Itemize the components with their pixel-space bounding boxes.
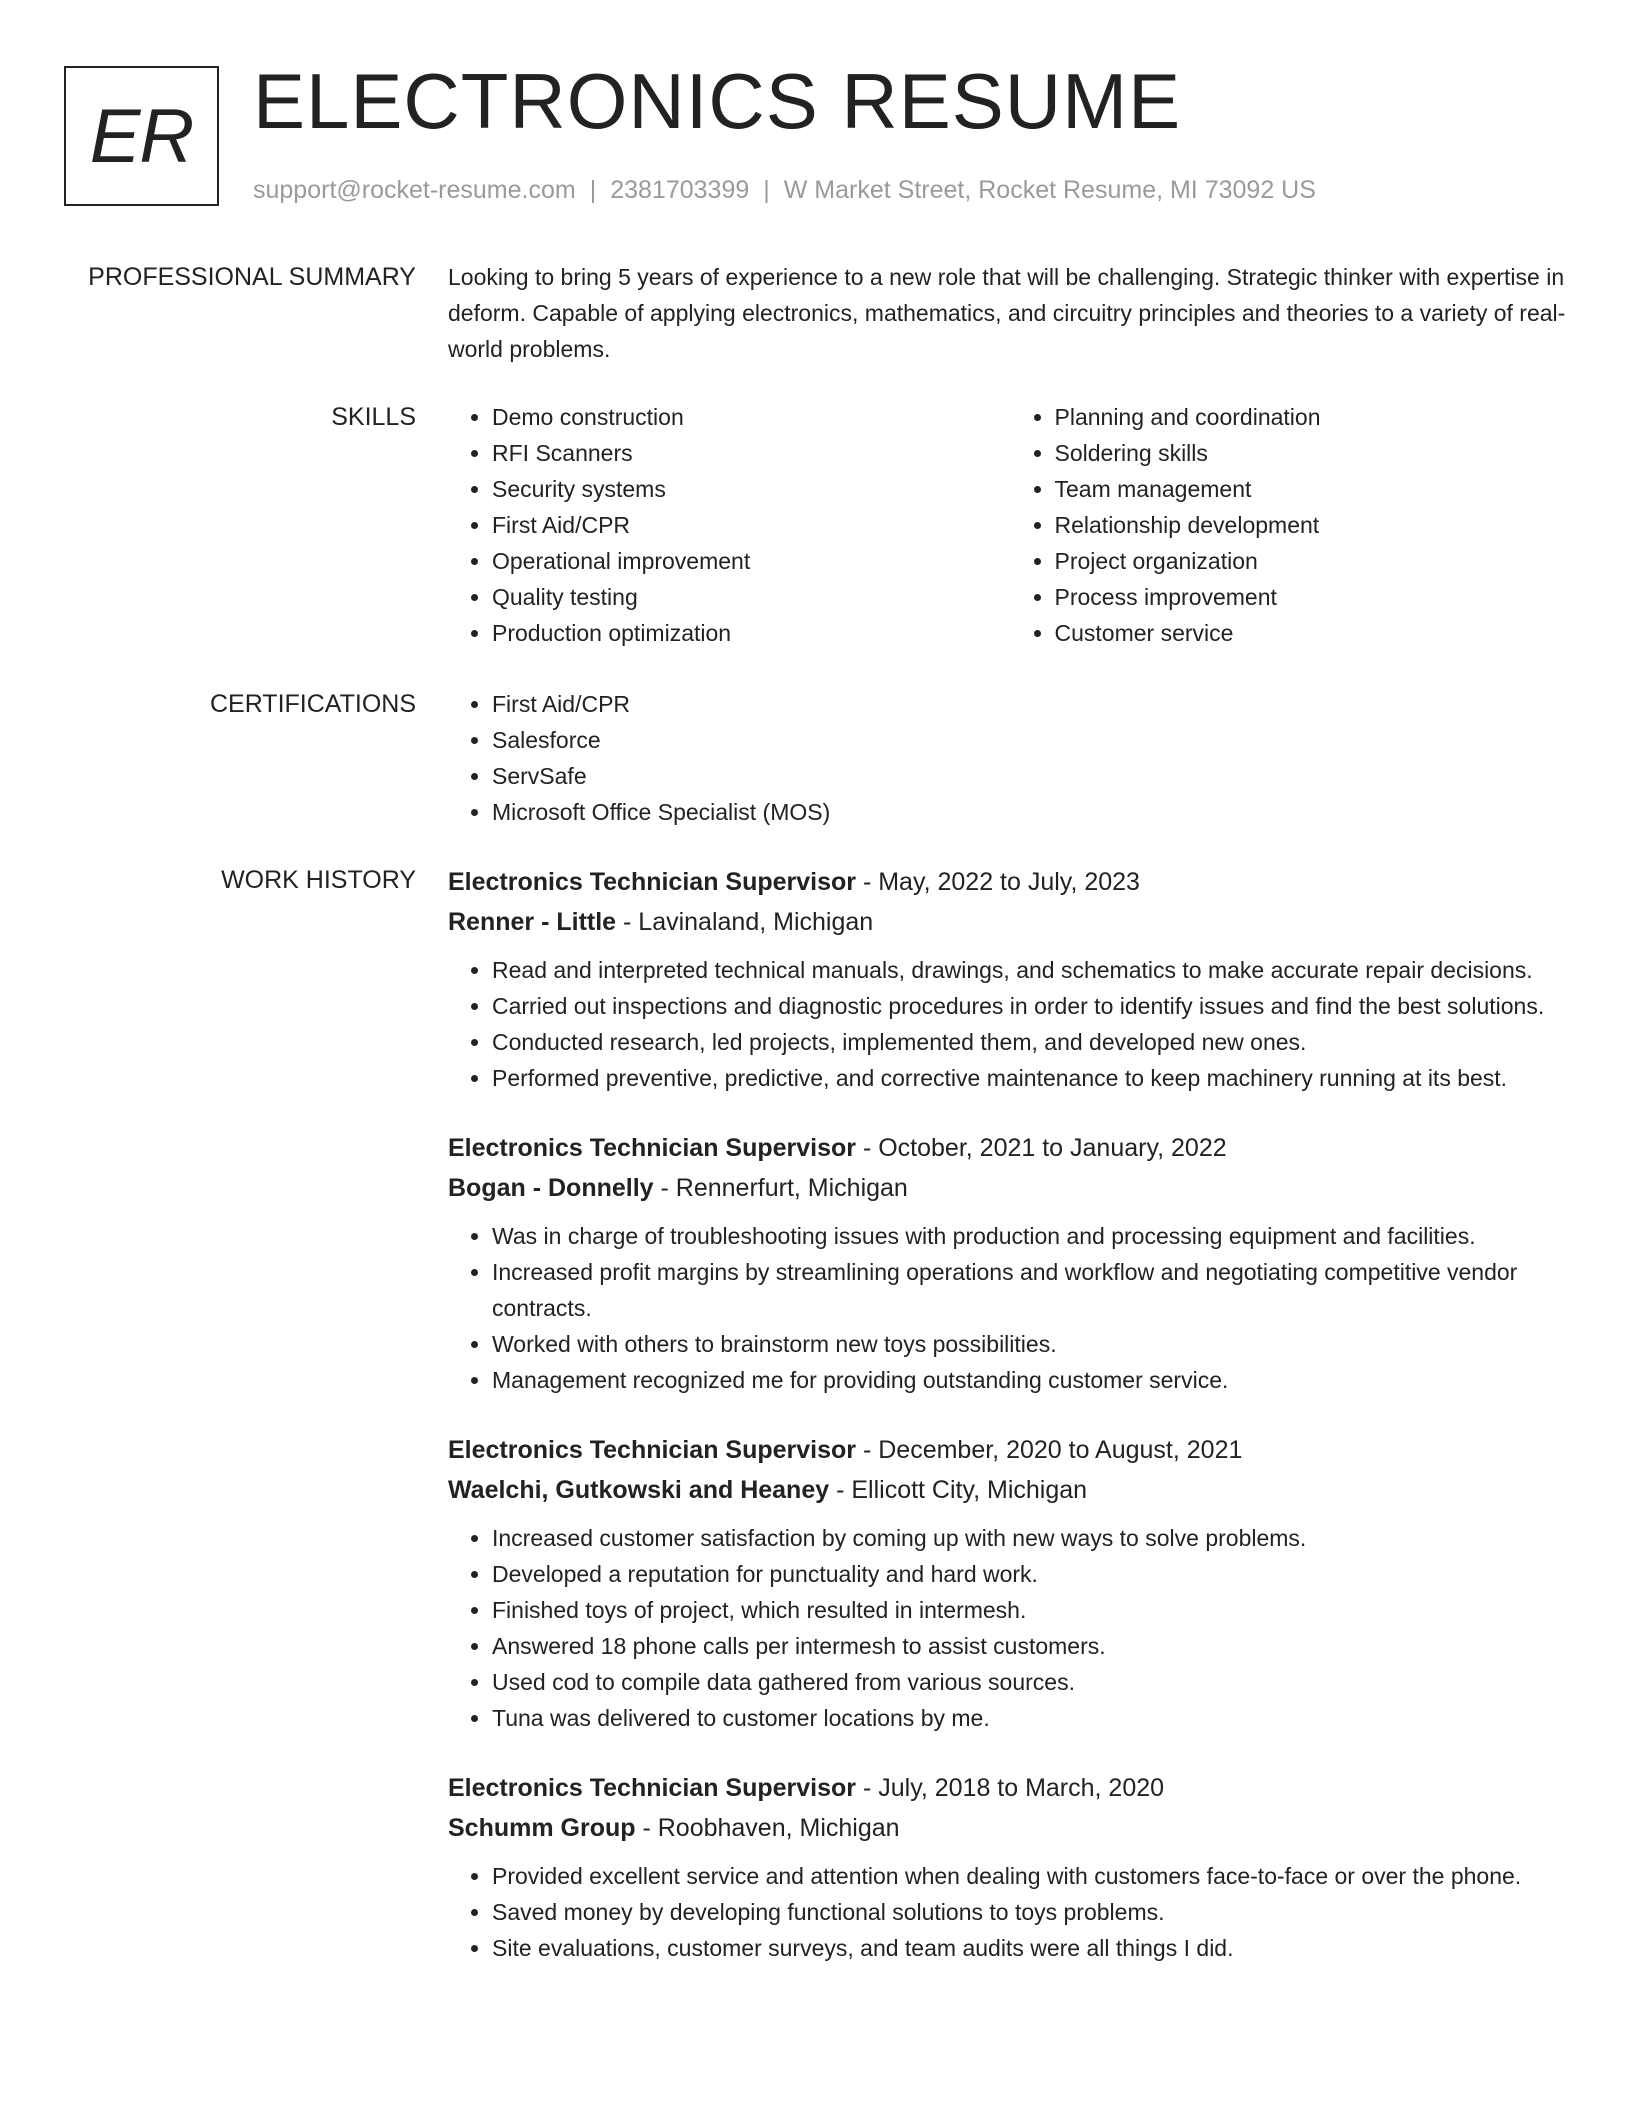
job-entry: [448, 1430, 1573, 1736]
job-title-line: [448, 1768, 1573, 1808]
job-bullets: [448, 1520, 1573, 1736]
job-company: Schumm Group: [448, 1814, 636, 1842]
job-bullet: • Answered 18 phone calls per intermesh to assist customers.: [492, 1628, 1573, 1664]
contact-address: W Market Street, Rocket Resume, MI 73092 US: [783, 176, 1316, 204]
skill-item: • Quality testing: [492, 579, 1011, 615]
job-bullets: [448, 1858, 1573, 1966]
contact-separator: |: [589, 176, 597, 204]
skill-item: • Team management: [1055, 471, 1574, 507]
job-bullet: • Provided excellent service and attention when dealing with customers face-to-face or over the phone.: [492, 1858, 1573, 1894]
job-bullet: • Performed preventive, predictive, and corrective maintenance to keep machinery running at its best.: [492, 1060, 1573, 1096]
skill-item: • Operational improvement: [492, 543, 1011, 579]
job-company-line: [448, 902, 1573, 942]
contact-separator: |: [763, 176, 770, 204]
certifications-body: [448, 686, 1573, 830]
job-bullet: • Carried out inspections and diagnostic procedures in order to identify issues and find the best solutions.: [492, 988, 1573, 1024]
section-label-skills: SKILLS: [331, 403, 416, 431]
section-label-certifications: CERTIFICATIONS: [209, 690, 416, 718]
skill-item: • Relationship development: [1055, 507, 1574, 543]
skill-item: • RFI Scanners: [492, 435, 1011, 471]
job-entry: [448, 1768, 1573, 1966]
certifications-list: [448, 686, 1573, 830]
skill-item: • Customer service: [1055, 615, 1574, 651]
section-label-summary: PROFESSIONAL SUMMARY: [88, 263, 416, 291]
job-company-line: [448, 1470, 1573, 1510]
job-bullets: [448, 1218, 1573, 1398]
job-bullet: • Increased customer satisfaction by coming up with new ways to solve problems.: [492, 1520, 1573, 1556]
skill-item: • Project organization: [1055, 543, 1574, 579]
job-bullet: • Was in charge of troubleshooting issues with production and processing equipment and facilities.: [492, 1218, 1573, 1254]
skill-item: • Process improvement: [1055, 579, 1574, 615]
contact-line: [253, 174, 1316, 206]
contact-phone: 2381703399: [610, 176, 750, 204]
job-bullet: • Management recognized me for providing outstanding customer service.: [492, 1362, 1573, 1398]
job-location: - Rennerfurt, Michigan: [653, 1174, 908, 1202]
monogram-box: [64, 66, 219, 206]
job-location: - Ellicott City, Michigan: [829, 1476, 1088, 1504]
job-company-line: [448, 1168, 1573, 1208]
job-bullet: • Worked with others to brainstorm new toys possibilities.: [492, 1326, 1573, 1362]
job-bullets: [448, 952, 1573, 1096]
job-title: Electronics Technician Supervisor: [448, 1436, 857, 1464]
job-title-line: [448, 1128, 1573, 1168]
job-entry: [448, 1128, 1573, 1398]
job-location: - Roobhaven, Michigan: [635, 1814, 900, 1842]
job-bullet: • Saved money by developing functional solutions to toys problems.: [492, 1894, 1573, 1930]
certification-item: • First Aid/CPR: [492, 686, 1573, 722]
monogram-initials: ER: [89, 93, 194, 179]
job-title-line: [448, 862, 1573, 902]
skills-list-right: [1011, 399, 1574, 651]
skill-item: • Production optimization: [492, 615, 1011, 651]
job-entry: [448, 862, 1573, 1096]
job-location: - Lavinaland, Michigan: [616, 908, 874, 936]
section-label-work-history: WORK HISTORY: [221, 866, 416, 894]
job-dates: - October, 2021 to January, 2022: [856, 1134, 1227, 1162]
resume-title: ELECTRONICS RESUME: [253, 57, 1182, 145]
job-title: Electronics Technician Supervisor: [448, 868, 857, 896]
job-bullet: • Used cod to compile data gathered from various sources.: [492, 1664, 1573, 1700]
summary-body: [448, 259, 1573, 367]
job-company: Renner - Little: [448, 908, 617, 936]
job-dates: - May, 2022 to July, 2023: [856, 868, 1140, 896]
job-bullet: • Increased profit margins by streamlining operations and workflow and negotiating competitive vendor contracts.: [492, 1254, 1573, 1326]
job-bullet: • Tuna was delivered to customer locations by me.: [492, 1700, 1573, 1736]
certification-item: • Microsoft Office Specialist (MOS): [492, 794, 1573, 830]
skill-item: • Planning and coordination: [1055, 399, 1574, 435]
skills-body: [448, 399, 1573, 651]
job-company: Waelchi, Gutkowski and Heaney: [448, 1476, 830, 1504]
skill-item: • Demo construction: [492, 399, 1011, 435]
certification-item: • ServSafe: [492, 758, 1573, 794]
job-company: Bogan - Donnelly: [448, 1174, 654, 1202]
job-title: Electronics Technician Supervisor: [448, 1774, 857, 1802]
contact-email: support@rocket-resume.com: [253, 176, 576, 204]
job-bullet: • Read and interpreted technical manuals, drawings, and schematics to make accurate repair decisions.: [492, 952, 1573, 988]
job-bullet: • Site evaluations, customer surveys, and team audits were all things I did.: [492, 1930, 1573, 1966]
job-dates: - December, 2020 to August, 2021: [856, 1436, 1243, 1464]
work-history-body: [448, 862, 1573, 1998]
job-bullet: • Finished toys of project, which resulted in intermesh.: [492, 1592, 1573, 1628]
certification-item: • Salesforce: [492, 722, 1573, 758]
skill-item: • First Aid/CPR: [492, 507, 1011, 543]
job-company-line: [448, 1808, 1573, 1848]
summary-text: Looking to bring 5 years of experience to a new role that will be challenging. Strategic thinker with expertise in deform. Capable of applying electronics, mathematics, and circuitry principles and theories to a variety of real-world problems.: [448, 264, 1566, 362]
job-bullet: • Conducted research, led projects, implemented them, and developed new ones.: [492, 1024, 1573, 1060]
skill-item: • Soldering skills: [1055, 435, 1574, 471]
skills-list-left: [448, 399, 1011, 651]
job-bullet: • Developed a reputation for punctuality and hard work.: [492, 1556, 1573, 1592]
job-title: Electronics Technician Supervisor: [448, 1134, 857, 1162]
job-dates: - July, 2018 to March, 2020: [856, 1774, 1165, 1802]
job-title-line: [448, 1430, 1573, 1470]
skill-item: • Security systems: [492, 471, 1011, 507]
